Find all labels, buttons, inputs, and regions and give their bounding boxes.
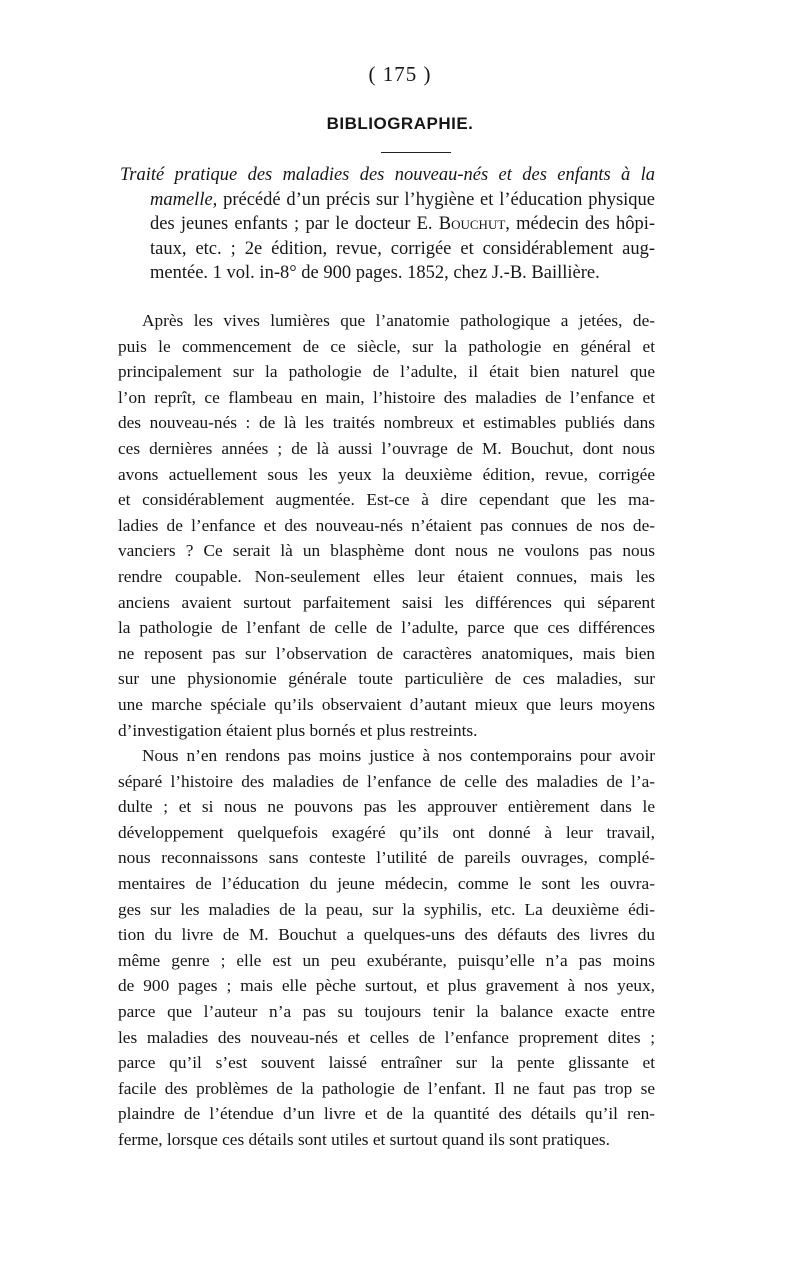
entry-text: précédé d’un précis sur l’hygiène et l’éducation physique [217,189,655,210]
work-title-end: mamelle, [150,189,218,210]
page-number: ( 175 ) [368,62,432,86]
text-line: vanciers ? Ce serait là un blasphème dont nous ne voulons pas nous [118,541,655,561]
entry-line-1 [120,163,655,188]
text-line: parce que l’auteur n’a pas su toujours tenir la balance exacte entre [118,1002,655,1022]
entry-line-5: mentée. 1 vol. in-8° de 900 pages. 1852, chez J.-B. Baillière. [150,263,600,284]
text-line: même genre ; elle est un peu exubérante, puisqu’elle n’a pas moins [118,950,655,970]
text-line: de 900 pages ; mais elle pèche surtout, et plus gravement à nos yeux, [118,976,655,996]
text-line: ne reposent pas sur l’observation de caractères anatomiques, mais bien [118,643,655,663]
text-line: la pathologie de l’enfant de celle de l’adulte, parce que ces différences [118,618,655,638]
paragraph-1 [118,308,655,743]
text-line: les maladies des nouveau-nés et celles de l’enfance proprement dites ; [118,1027,655,1047]
entry-text: , médecin des hôpi- [505,214,655,235]
text-line: des nouveau-nés : de là les traités nombreux et estimables publiés dans [118,413,655,433]
entry-line-3 [120,212,655,237]
author-name: Bouchut [438,214,506,235]
title-divider [381,152,451,153]
text-line: séparé l’histoire des maladies de l’enfance de celle des maladies de l’a- [118,771,655,791]
text-line: anciens avaient surtout parfaitement saisi les différences qui séparent [118,592,655,612]
text-line: parce qu’il s’est souvent laissé entraîner sur la pente glissante et [118,1053,655,1073]
paragraph-2 [118,743,655,1153]
text-line: ges sur les maladies de la peau, sur la syphilis, etc. La deuxième édi- [118,899,655,919]
text-line: ferme, lorsque ces détails sont utiles et surtout quand ils sont pratiques. [118,1130,610,1149]
text-line: puis le commencement de ce siècle, sur la pathologie en général et [118,336,655,356]
entry-line-4: taux, etc. ; 2e édition, revue, corrigée et considérablement aug- [150,238,655,259]
text-line: plaindre de l’étendue d’un livre et de la quantité des détails qu’il ren- [118,1104,655,1124]
text-line: facile des problèmes de la pathologie de l’enfant. Il ne faut pas trop se [118,1078,655,1098]
work-title: Traité pratique des maladies des nouveau-nés et des enfants à la [120,165,655,185]
text-line: d’investigation étaient plus bornés et plus restreints. [118,720,478,740]
text-line: et considérablement augmentée. Est-ce à dire cependant que les ma- [118,490,655,510]
text-line: tion du livre de M. Bouchut a quelques-uns des défauts des livres du [118,925,655,945]
text-line: une marche spéciale qu’ils observaient d’autant mieux que leurs moyens [118,694,655,714]
text-line: principalement sur la pathologie de l’adulte, il était bien naturel que [118,362,655,382]
text-line: ces dernières années ; de là aussi l’ouvrage de M. Bouchut, dont nous [118,438,655,458]
text-line: nous reconnaissons sans conteste l’utilité de pareils ouvrages, complé- [118,848,655,868]
entry-line-2 [120,188,655,213]
bibliography-entry [120,163,655,286]
text-line: Après les vives lumières que l’anatomie pathologique a jetées, de- [142,311,655,330]
text-line: dulte ; et si nous ne pouvons pas les approuver entièrement dans le [118,797,655,817]
review-body [118,308,655,1153]
text-line: développement quelquefois exagéré qu’ils ont donné à leur travail, [118,822,655,842]
text-line: l’on reprît, ce flambeau en main, l’histoire des maladies de l’enfance et [118,387,655,407]
text-line: rendre coupable. Non-seulement elles leur étaient connues, mais les [118,566,655,586]
entry-text: des jeunes enfants ; par le docteur E. [150,214,439,235]
text-line: sur une physionomie générale toute particulière de ces maladies, sur [118,669,655,689]
text-line: avons actuellement sous les yeux la deuxième édition, revue, corrigée [118,464,655,484]
text-line: mentaires de l’éducation du jeune médecin, comme le sont les ouvra- [118,874,655,894]
section-title: BIBLIOGRAPHIE. [326,114,474,133]
text-line: ladies de l’enfance et des nouveau-nés n’étaient pas connues de nos de- [118,515,655,535]
text-line: Nous n’en rendons pas moins justice à nos contemporains pour avoir [142,746,655,766]
